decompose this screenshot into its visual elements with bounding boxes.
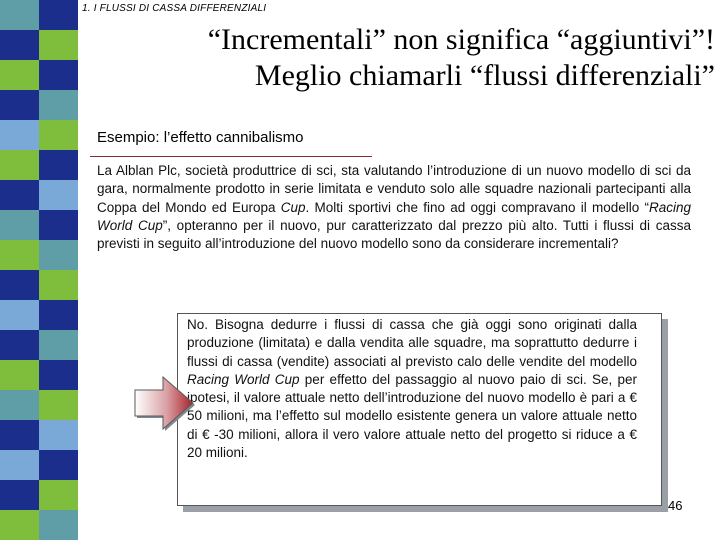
stripe-tile (0, 120, 39, 150)
stripe-tile (0, 60, 39, 90)
stripe-tile (0, 330, 39, 360)
subtitle-underline (90, 156, 372, 157)
stripe-tile (0, 30, 39, 60)
answer-text-2: per effetto del passaggio al nuovo paio di sci. Se, per ipotesi, il valore attuale netto dell’introduzione del nuovo modello è pari a € 50 milioni, ma l’effetto sul modello esistente genera un valore attuale netto di € -30 milioni, allora il vero valore attuale netto del progetto si riduce a € 20 milioni. (187, 371, 637, 461)
stripe-tile (39, 150, 78, 180)
stripe-tile (39, 510, 78, 540)
stripe-tile (0, 150, 39, 180)
slide-title (90, 22, 715, 94)
stripe-tile (0, 420, 39, 450)
title-line-2: Meglio chiamarli “flussi differenziali” (254, 59, 715, 92)
stripe-tile (39, 270, 78, 300)
stripe-tile (39, 450, 78, 480)
stripe-tile (0, 300, 39, 330)
page-number: 46 (668, 498, 683, 513)
stripe-tile (39, 390, 78, 420)
stripe-tile (39, 360, 78, 390)
stripe-tile (39, 420, 78, 450)
stripe-tile (39, 180, 78, 210)
answer-racing-world-cup: Racing World Cup (187, 371, 300, 387)
stripe-tile (0, 180, 39, 210)
paragraph-racing-world-cup: Racing World Cup (97, 199, 691, 233)
stripe-tile (39, 90, 78, 120)
paragraph-text-3: ”, opteranno per il nuovo, pur caratterizzato dal prezzo più alto. Tutti i flussi di cassa previsti in seguito all’introduzione del nuovo modello sono da considerare incrementali? (97, 217, 691, 252)
stripe-tile (39, 330, 78, 360)
stripe-tile (39, 60, 78, 90)
stripe-tile (0, 90, 39, 120)
stripe-tile (0, 210, 39, 240)
title-line-1: “Incrementali” non significa “aggiuntivi”! (207, 23, 715, 56)
stripe-tile (39, 0, 78, 30)
stripe-tile (39, 480, 78, 510)
stripe-tile (0, 240, 39, 270)
stripe-tile (0, 450, 39, 480)
stripe-tile (39, 210, 78, 240)
example-paragraph (97, 162, 691, 253)
example-subtitle: Esempio: l’effetto cannibalismo (97, 129, 304, 146)
section-header: 1. I FLUSSI DI CASSA DIFFERENZIALI (82, 3, 267, 14)
stripe-tile (39, 30, 78, 60)
stripe-tile (39, 300, 78, 330)
right-arrow-icon (133, 375, 195, 431)
stripe-tile (0, 360, 39, 390)
paragraph-text-1: La Alblan Plc, società produttrice di sci, sta valutando l’introduzione di un nuovo modello di sci da gara, normalmente prodotto in serie limitata e venduto solo alle squadre nazionali partecipanti alla Coppa del Mondo ed Europa (97, 163, 691, 215)
stripe-tile (0, 390, 39, 420)
stripe-tile (0, 270, 39, 300)
answer-text-1: Bisogna dedurre i flussi di cassa che già oggi sono originati dalla produzione (limitata) e dalla vendita alle squadre, ma soprattutto dedurre i flussi di cassa (vendite) associati al previsto calo delle vendite del modello (187, 317, 637, 369)
stripe-tile (39, 120, 78, 150)
stripe-tile (0, 510, 39, 540)
stripe-tile (0, 480, 39, 510)
answer-lead: No. (187, 317, 209, 332)
paragraph-text-2: . Molti sportivi che fino ad oggi compravano il modello “ (305, 199, 649, 215)
stripe-tile (39, 240, 78, 270)
stripe-tile (0, 0, 39, 30)
decorative-stripe (0, 0, 78, 540)
answer-text (187, 316, 637, 462)
paragraph-cup: Cup (280, 199, 306, 215)
